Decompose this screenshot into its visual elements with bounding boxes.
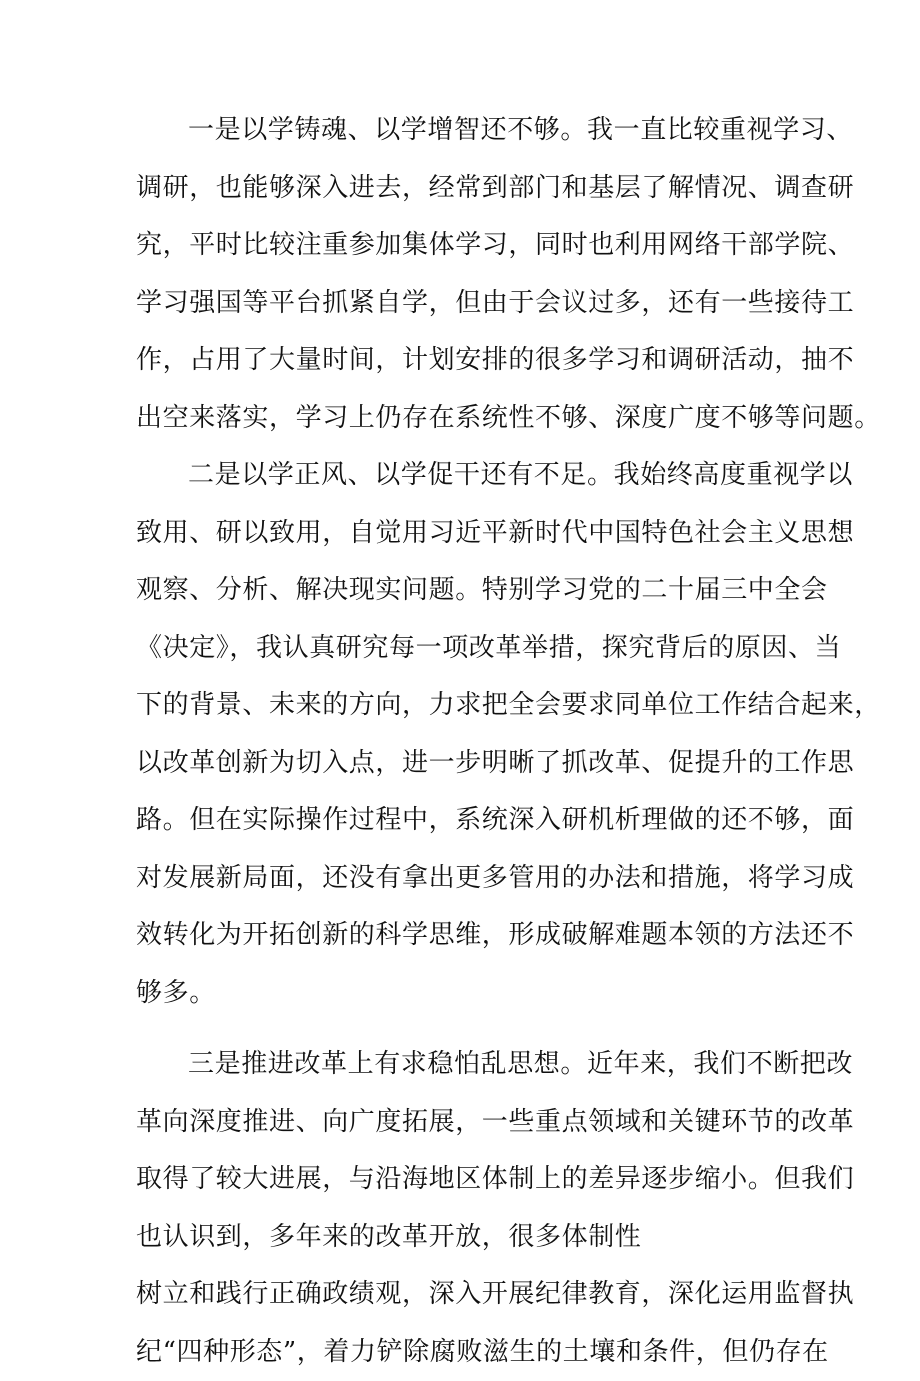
paragraph-2-line-8: 对发展新局面，还没有拿出更多管用的办法和措施，将学习成 — [136, 850, 796, 908]
paragraph-4-line-2: 纪“四种形态”，着力铲除腐败滋生的土壤和条件，但仍存在 — [136, 1324, 796, 1381]
paragraph-2-line-9: 效转化为开拓创新的科学思维，形成破解难题本领的方法还不 — [136, 907, 796, 965]
paragraph-1-line-2: 调研，也能够深入进去，经常到部门和基层了解情况、调查研 — [136, 160, 796, 218]
paragraph-1-line-6: 出空来落实，学习上仍存在系统性不够、深度广度不够等问题。 — [136, 390, 796, 448]
paragraph-2-line-10: 够多。 — [136, 965, 796, 1023]
paragraph-3-line-3: 取得了较大进展，与沿海地区体制上的差异逐步缩小。但我们 — [136, 1151, 796, 1209]
paragraph-2-line-6: 以改革创新为切入点，进一步明晰了抓改革、促提升的工作思 — [136, 735, 796, 793]
paragraph-1-line-1: 一是以学铸魂、以学增智还不够。我一直比较重视学习、 — [136, 102, 796, 160]
paragraph-gap — [136, 1022, 796, 1036]
paragraph-1-line-5: 作，占用了大量时间，计划安排的很多学习和调研活动，抽不 — [136, 332, 796, 390]
paragraph-2-line-4: 《决定》，我认真研究每一项改革举措，探究背后的原因、当 — [136, 620, 796, 678]
paragraph-2-line-7: 路。但在实际操作过程中，系统深入研机析理做的还不够，面 — [136, 792, 796, 850]
paragraph-1-line-4: 学习强国等平台抓紧自学，但由于会议过多，还有一些接待工 — [136, 275, 796, 333]
paragraph-1-line-3: 究，平时比较注重参加集体学习，同时也利用网络干部学院、 — [136, 217, 796, 275]
paragraph-4-line-1: 树立和践行正确政绩观，深入开展纪律教育，深化运用监督执 — [136, 1266, 796, 1324]
document-body — [136, 102, 796, 1381]
paragraph-3-line-4: 也认识到，多年来的改革开放，很多体制性 — [136, 1209, 796, 1267]
paragraph-2-line-5: 下的背景、未来的方向，力求把全会要求同单位工作结合起来， — [136, 677, 796, 735]
paragraph-3-line-1: 三是推进改革上有求稳怕乱思想。近年来，我们不断把改 — [136, 1036, 796, 1094]
paragraph-3-line-2: 革向深度推进、向广度拓展，一些重点领域和关键环节的改革 — [136, 1094, 796, 1152]
paragraph-2-line-1: 二是以学正风、以学促干还有不足。我始终高度重视学以 — [136, 447, 796, 505]
paragraph-2-line-2: 致用、研以致用，自觉用习近平新时代中国特色社会主义思想 — [136, 505, 796, 563]
paragraph-2-line-3: 观察、分析、解决现实问题。特别学习党的二十届三中全会 — [136, 562, 796, 620]
